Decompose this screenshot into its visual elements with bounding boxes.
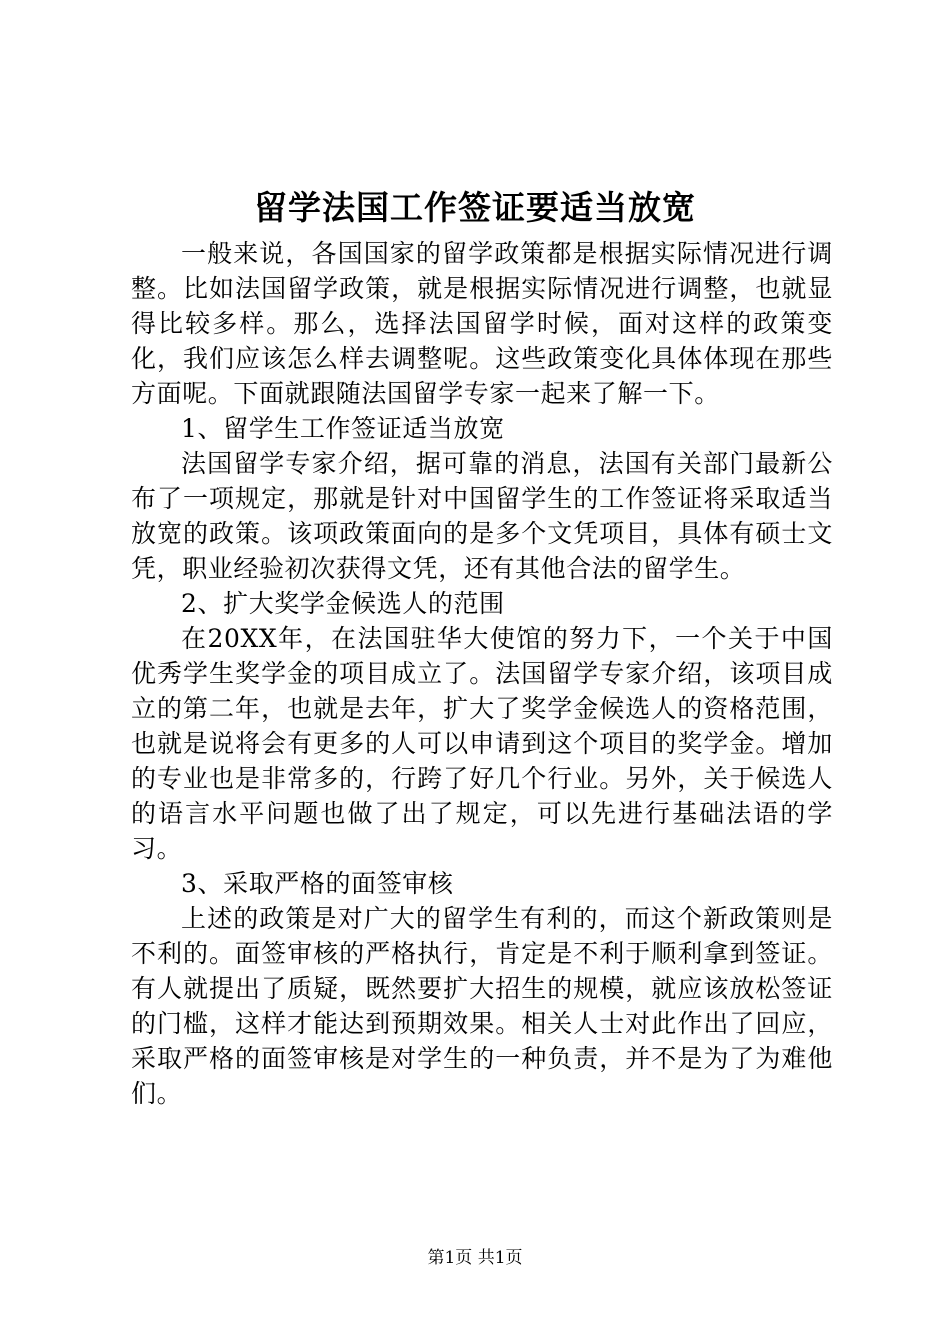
document-body <box>131 236 833 1111</box>
section-paragraph-2: 在20XX年，在法国驻华大使馆的努力下，一个关于中国优秀学生奖学金的项目成立了。法国留学专家介绍，该项目成立的第二年，也就是去年，扩大了奖学金候选人的资格范围，也就是说将会有更多的人可以申请到这个项目的奖学金。增加的专业也是非常多的，行跨了好几个行业。另外，关于候选人的语言水平问题也做了出了规定，可以先进行基础法语的学习。 <box>131 624 833 863</box>
section-paragraph-1: 法国留学专家介绍，据可靠的消息，法国有关部门最新公布了一项规定，那就是针对中国留学生的工作签证将采取适当放宽的政策。该项政策面向的是多个文凭项目，具体有硕士文凭，职业经验初次获得文凭，还有其他合法的留学生。 <box>131 449 833 583</box>
section-paragraph-3: 上述的政策是对广大的留学生有利的，而这个新政策则是不利的。面签审核的严格执行，肯定是不利于顺利拿到签证。有人就提出了质疑，既然要扩大招生的规模，就应该放松签证的门槛，这样才能达到预期效果。相关人士对此作出了回应，采取严格的面签审核是对学生的一种负责，并不是为了为难他们。 <box>131 904 833 1108</box>
section-heading-1: 1、留学生工作签证适当放宽 <box>181 414 505 443</box>
intro-paragraph: 一般来说，各国国家的留学政策都是根据实际情况进行调整。比如法国留学政策，就是根据实际情况进行调整，也就显得比较多样。那么，选择法国留学时候，面对这样的政策变化，我们应该怎么样去调整呢。这些政策变化具体体现在那些方面呢。下面就跟随法国留学专家一起来了解一下。 <box>131 239 833 408</box>
page-footer: 第1页 共1页 <box>427 1248 523 1268</box>
section-heading-3: 3、采取严格的面签审核 <box>181 869 454 898</box>
section-heading-2: 2、扩大奖学金候选人的范围 <box>181 589 505 618</box>
document-title: 留学法国工作签证要适当放宽 <box>254 188 696 227</box>
